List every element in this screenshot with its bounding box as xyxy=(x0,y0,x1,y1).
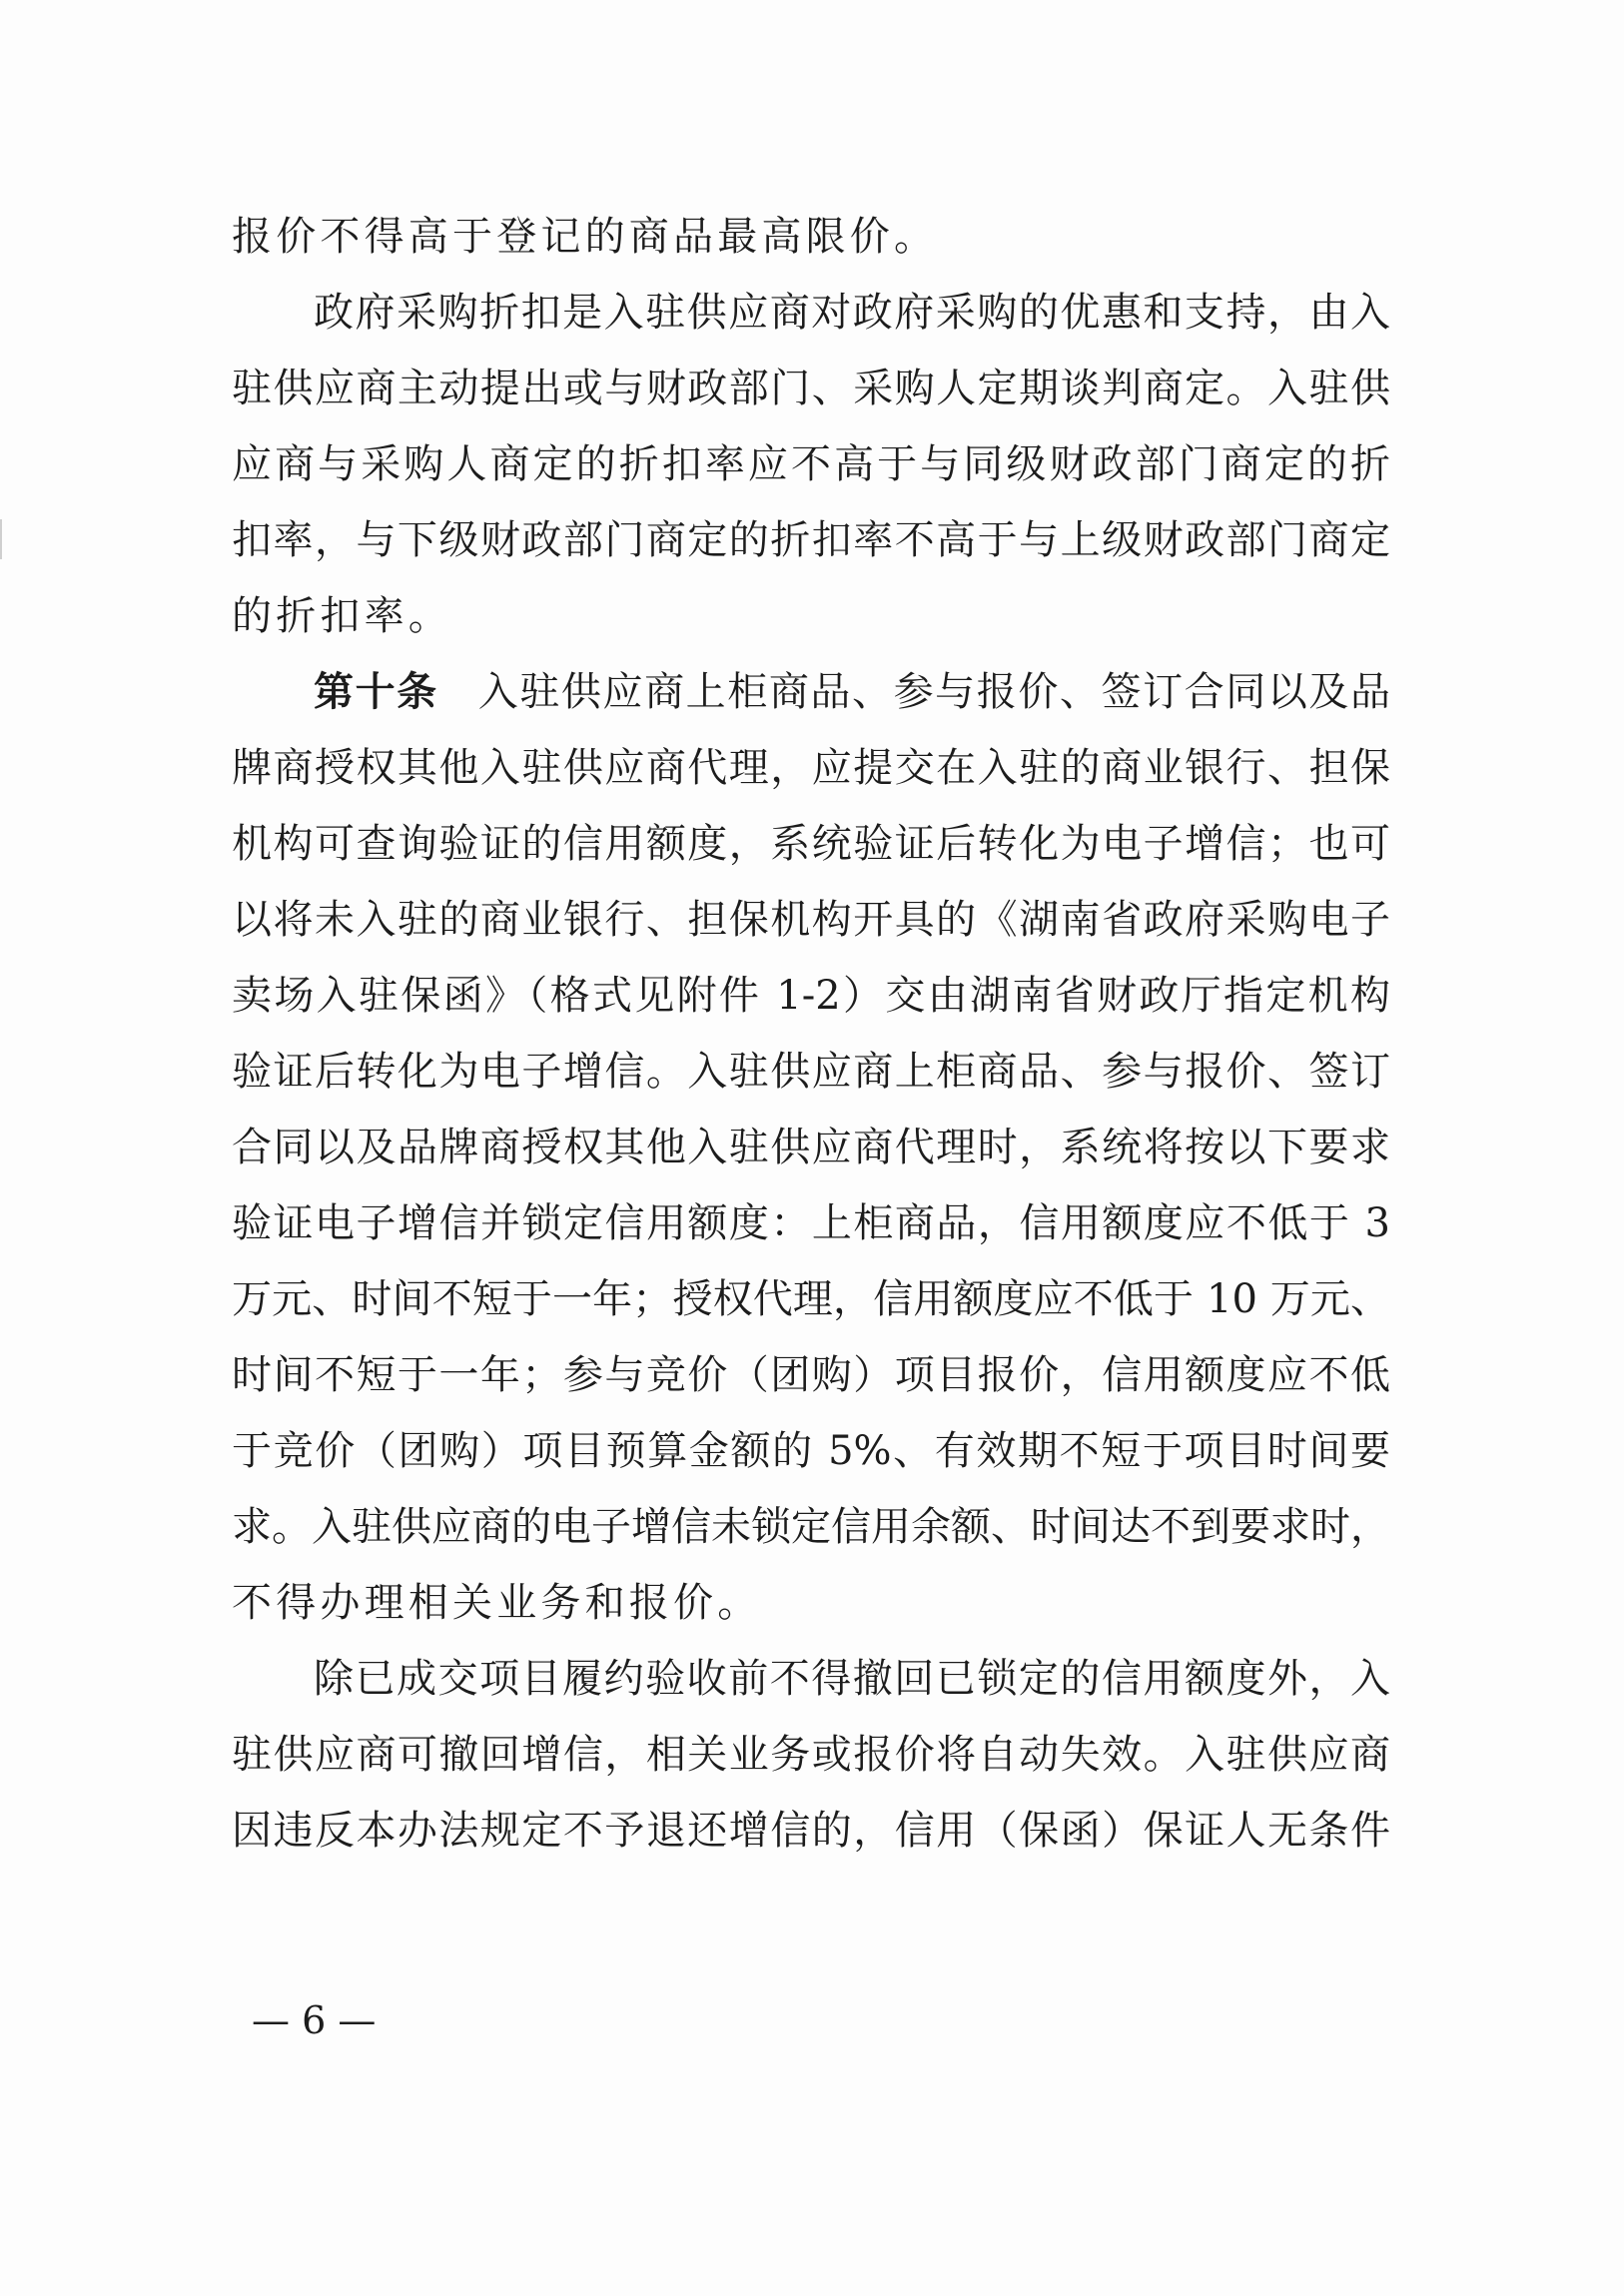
text-line-5: 扣率，与下级财政部门商定的折扣率不高于与上级财政部门商定 xyxy=(232,517,1390,563)
scan-edge-mark xyxy=(0,519,8,559)
text-line-2: 政府采购折扣是入驻供应商对政府采购的优惠和支持，由入 xyxy=(314,290,1390,336)
text-line-9: 机构可查询验证的信用额度，系统验证后转化为电子增信；也可 xyxy=(232,821,1390,867)
text-line-20: 除已成交项目履约验收前不得撤回已锁定的信用额度外，入 xyxy=(314,1656,1390,1702)
text-line-14: 验证电子增信并锁定信用额度：上柜商品，信用额度应不低于 3 xyxy=(232,1200,1390,1246)
article-heading: 第十条 xyxy=(314,669,438,715)
text-line-21: 驻供应商可撤回增信，相关业务或报价将自动失效。入驻供应商 xyxy=(232,1732,1390,1778)
text-line-12: 验证后转化为电子增信。入驻供应商上柜商品、参与报价、签订 xyxy=(232,1049,1390,1095)
text-line-22: 因违反本办法规定不予退还增信的，信用（保函）保证人无条件 xyxy=(232,1808,1390,1854)
article-line xyxy=(314,662,1390,722)
text-line-19: 不得办理相关业务和报价。 xyxy=(232,1580,762,1626)
article-line-text: 入驻供应商上柜商品、参与报价、签订合同以及品 xyxy=(477,669,1390,715)
text-line-16: 时间不短于一年；参与竞价（团购）项目报价，信用额度应不低 xyxy=(232,1352,1390,1398)
text-line-6: 的折扣率。 xyxy=(232,593,452,639)
text-line-10: 以将未入驻的商业银行、担保机构开具的《湖南省政府采购电子 xyxy=(232,897,1390,943)
text-line-1: 报价不得高于登记的商品最高限价。 xyxy=(232,214,939,260)
text-line-4: 应商与采购人商定的折扣率应不高于与同级财政部门商定的折 xyxy=(232,441,1390,487)
text-line-13: 合同以及品牌商授权其他入驻供应商代理时，系统将按以下要求 xyxy=(232,1125,1390,1170)
text-line-18: 求。入驻供应商的电子增信未锁定信用余额、时间达不到要求时， xyxy=(232,1504,1390,1550)
text-line-8: 牌商授权其他入驻供应商代理，应提交在入驻的商业银行、担保 xyxy=(232,745,1390,791)
text-line-11: 卖场入驻保函》（格式见附件 1-2）交由湖南省财政厅指定机构 xyxy=(232,973,1390,1019)
text-line-15: 万元、时间不短于一年；授权代理，信用额度应不低于 10 万元、 xyxy=(232,1276,1390,1322)
page-number: — 6 — xyxy=(252,1998,377,2042)
text-line-3: 驻供应商主动提出或与财政部门、采购人定期谈判商定。入驻供 xyxy=(232,366,1390,411)
text-line-17: 于竞价（团购）项目预算金额的 5%、有效期不短于项目时间要 xyxy=(232,1428,1390,1474)
